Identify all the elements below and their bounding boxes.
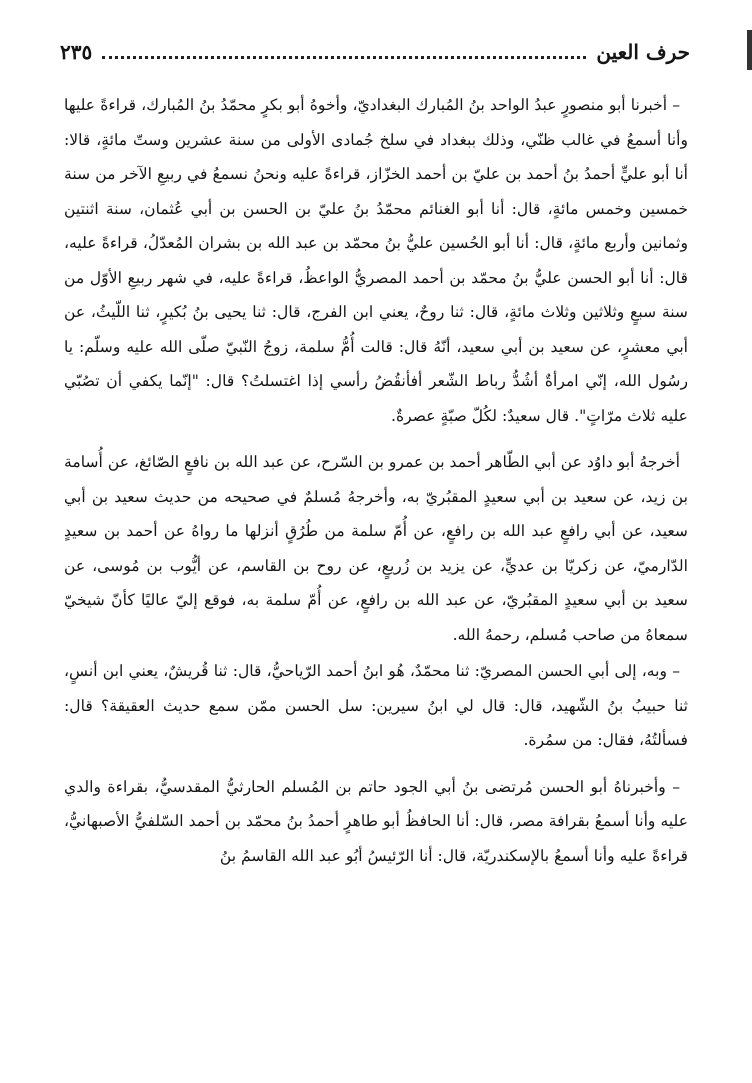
page-body bbox=[64, 88, 688, 873]
scan-edge-mark bbox=[747, 30, 752, 70]
running-header bbox=[60, 33, 690, 67]
page-number: ٢٣٥ bbox=[60, 40, 93, 64]
paragraph-1: – أخبرنا أبو منصورٍ عبدُ الواحد بنُ المُبارك البغداديّ، وأخوهُ أبو بكرٍ محمّدُ بنُ المُبارك، قراءةً عليها وأنا أسمعُ في غالب ظنّي، وذلك ببغداد في سلخ جُمادى الأولى من سنة عشرين وستّ مائةٍ، قالا: أنا أبو عليٍّ أحمدُ بنُ أحمد بن عليّ بن أحمد الخزّاز، قراءةً عليه ونحنُ نسمعُ في ربيعِ الآخر من سنة خمسين وخمس مائةٍ، قال: أنا أبو الغنائم محمّدُ بنُ عليّ بن الحسن بن أبي عُثمان، سنة اثنتين وثمانين وأربع مائةٍ، قال: أنا أبو الحُسين عليُّ بنُ محمّد بن عبد الله بن بشران المُعدّلُ، قراءةً عليه، قال: أنا أبو الحسن عليُّ بنُ محمّد بن أحمد المصريُّ الواعظُ، قراءةً عليه، في شهر ربيعِ الأوّل من سنة سبعٍ وثلاثين وثلاث مائةٍ، قال: ثنا روحٌ، يعني ابن الفرج، قال: ثنا يحيى بنُ بُكيرٍ، ثنا اللّيثُ، عن أبي معشرٍ، عن سعيد بن أبي سعيد، أنّهُ قال: قالت أُمُّ سلمة، زوجُ النّبيّ صلّى الله عليه وسلّم: يا رسُول الله، إنّي امرأةٌ أشُدُّ رباط الشّعر أفأنقُضُ رأسي إذا اغتسلتُ؟ قال: "إنّما يكفي أن تصُبّي عليه ثلاث مرّاتٍ". قال سعيدٌ: لكُلّ صبّةٍ عصرةٌ. bbox=[64, 96, 688, 425]
paragraph-2: أخرجهُ أبو داوُد عن أبي الطّاهر أحمد بن عمرو بن السّرح، عن عبد الله بن نافعٍ الصّائغ، عن أُسامة بن زيد، عن سعيد بن أبي سعيدٍ المقبُريّ به، وأخرجهُ مُسلمٌ في صحيحه من حديث سعيد بن أبي سعيد، عن أبي رافعٍ عبد الله بن رافعٍ، عن أُمّ سلمة من طُرُقٍ أنزلها ما رواهُ عن أحمد بن سعيدٍ الدّارميّ، عن زكريّا بن عديٍّ، عن يزيد بن زُريعٍ، عن روح بن القاسم، عن أيُّوب بن مُوسى، عن سعيد بن أبي سعيدٍ المقبُريّ، عن عبد الله بن رافعٍ، عن أُمّ سلمة به، فوقع إليّ عاليًا كأنّ شيخيّ سمعاهُ من صاحب مُسلم، رحمهُ الله. bbox=[64, 453, 688, 644]
paragraph-3: – وبه، إلى أبي الحسن المصريّ: ثنا محمّدٌ، هُو ابنُ أحمد الرّياحيُّ، قال: ثنا قُريشٌ، يعني ابن أنسٍ، ثنا حبيبُ بنُ الشّهيد، قال: قال لي ابنُ سيرين: سل الحسن ممّن سمع حديث العقيقة؟ قال: فسألتُهُ، فقال: من سمُرة. bbox=[64, 662, 688, 749]
header-dot-leader bbox=[102, 56, 586, 59]
paragraph-4: – وأخبرناهُ أبو الحسن مُرتضى بنُ أبي الجود حاتم بن المُسلم الحارثيُّ المقدسيُّ، بقراءة والدي عليه وأنا أسمعُ بقرافة مصر، قال: أنا الحافظُ أبو طاهرٍ أحمدُ بنُ محمّد بن أحمد السّلفيُّ الأصبهانيُّ، قراءةً عليه وأنا أسمعُ بالإسكندريّة، قال: أنا الرّئيسُ أبُو عبد الله القاسمُ بنُ bbox=[64, 777, 688, 865]
chapter-title: حرف العين bbox=[596, 40, 690, 64]
